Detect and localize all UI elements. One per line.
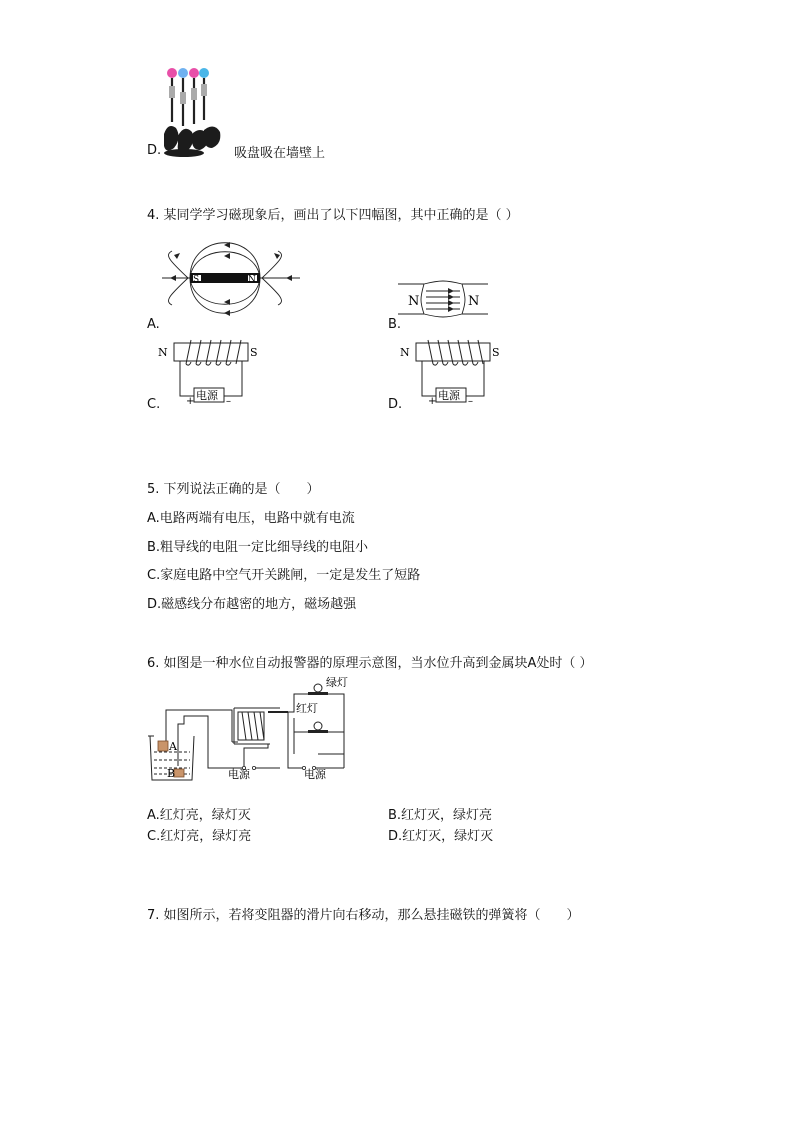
q5-option-a: A.电路两端有电压，电路中就有电流	[147, 511, 355, 526]
q6-stem: 6. 如图是一种水位自动报警器的原理示意图，当水位升高到金属块A处时（ ）	[147, 656, 593, 671]
q4-figure-d	[400, 340, 510, 406]
metal-block-a	[158, 741, 168, 751]
q4-figure-b	[398, 278, 488, 323]
q5-option-c: C.家庭电路中空气开关跳闸，一定是发生了短路	[147, 568, 421, 583]
q5-option-b: B.粗导线的电阻一定比细导线的电阻小	[147, 540, 369, 555]
q6-option-d: D.红灯灭，绿灯灭	[388, 829, 494, 844]
plus-sign: +	[186, 396, 195, 407]
hook-clips	[169, 84, 207, 104]
q4-option-a-letter: A.	[147, 317, 160, 332]
q7-stem: 7. 如图所示，若将变阻器的滑片向右移动，那么悬挂磁铁的弹簧将（ ）	[147, 908, 580, 923]
suction-cups	[167, 68, 209, 78]
q6-option-c: C.红灯亮，绿灯亮	[147, 829, 252, 844]
solenoid-left-pole: N	[158, 346, 168, 359]
plus-sign: +	[428, 396, 437, 407]
kitchen-utensils	[164, 126, 220, 157]
q3-option-d-text: 吸盘吸在墙壁上	[234, 146, 326, 161]
block-a-label: A	[169, 740, 177, 753]
solenoid-right-pole: S	[250, 346, 258, 359]
q5-stem: 5. 下列说法正确的是（ ）	[147, 482, 320, 497]
red-lamp-label: 红灯	[296, 702, 318, 715]
power-source-label: 电源	[196, 389, 218, 402]
q6-water-alarm-circuit	[148, 674, 358, 786]
minus-sign: –	[226, 396, 231, 407]
q6-option-a: A.红灯亮，绿灯灭	[147, 808, 251, 823]
hook-rods	[172, 78, 204, 126]
q5-option-d: D.磁感线分布越密的地方，磁场越强	[147, 597, 357, 612]
block-b-label: B	[167, 767, 176, 780]
pole-n-left: N	[408, 294, 420, 309]
power-source-1-label: 电源	[228, 768, 250, 781]
solenoid-right-pole: S	[492, 346, 500, 359]
pole-n-right: N	[468, 294, 480, 309]
pole-s: S	[193, 275, 200, 285]
power-source-2-label: 电源	[304, 768, 326, 781]
q4-option-d-letter: D.	[388, 397, 403, 412]
power-source-label: 电源	[438, 389, 460, 402]
q4-option-c-letter: C.	[147, 397, 161, 412]
suction-hooks-image	[158, 64, 230, 158]
q3-option-d-letter: D.	[147, 143, 162, 158]
pole-n: N	[248, 275, 256, 285]
green-lamp-label: 绿灯	[326, 676, 348, 689]
solenoid-left-pole: N	[400, 346, 410, 359]
green-lamp	[308, 684, 328, 695]
q4-figure-a	[160, 233, 305, 328]
q4-option-b-letter: B.	[388, 317, 402, 332]
q4-stem: 4. 某同学学习磁现象后，画出了以下四幅图，其中正确的是（ ）	[147, 208, 519, 223]
q6-option-b: B.红灯灭，绿灯亮	[388, 808, 493, 823]
q4-figure-c	[158, 340, 268, 406]
minus-sign: –	[468, 396, 473, 407]
metal-block-b	[174, 769, 184, 777]
red-lamp	[308, 722, 328, 733]
